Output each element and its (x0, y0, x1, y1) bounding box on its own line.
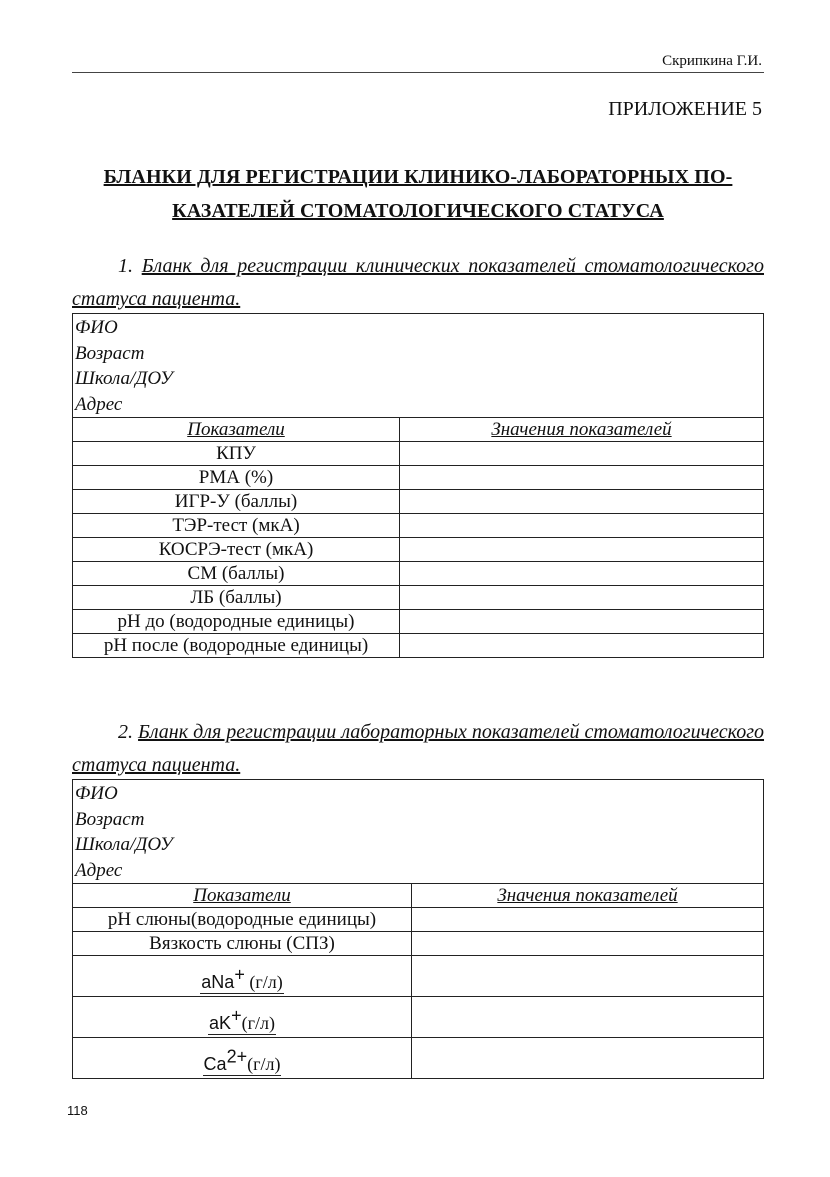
form2-patient-cell (73, 780, 764, 884)
form2-field-fio: ФИО (75, 783, 118, 804)
calcium-charge: 2+ (226, 1046, 248, 1067)
form1-value-cell[interactable] (400, 490, 764, 514)
table-row (73, 956, 764, 997)
form2-header-row (73, 884, 764, 908)
table-row (73, 442, 764, 466)
form2-value-cell[interactable] (412, 956, 764, 997)
form1-value-cell[interactable] (400, 562, 764, 586)
form1-field-school: Школа/ДОУ (75, 368, 173, 389)
table-row (73, 932, 764, 956)
form2-indicator-sodium (73, 956, 412, 997)
form1-number: 1. (118, 255, 133, 277)
form1-value-cell[interactable] (400, 634, 764, 658)
potassium-charge: + (231, 1005, 242, 1026)
potassium-unit: (г/л) (241, 1013, 275, 1033)
form2-patient-row (73, 780, 764, 884)
form1-value-cell[interactable] (400, 538, 764, 562)
form2-value-cell[interactable] (412, 908, 764, 932)
table-row (73, 586, 764, 610)
form1-indicator: pH после (водородные единицы) (73, 634, 400, 658)
form1-field-fio: ФИО (75, 317, 118, 338)
form1-field-age: Возраст (75, 342, 145, 364)
form1-table (72, 313, 764, 658)
page-number: 118 (67, 1103, 88, 1118)
form2-field-age: Возраст (75, 808, 145, 830)
form2-number: 2. (118, 721, 133, 743)
appendix-label: ПРИЛОЖЕНИЕ 5 (608, 98, 762, 120)
form2-indicator: pH слюны(водородные единицы) (73, 908, 412, 932)
table-row (73, 538, 764, 562)
form1-indicator: ЛБ (баллы) (73, 586, 400, 610)
table-row (73, 562, 764, 586)
form2-value-cell[interactable] (412, 932, 764, 956)
form2-indicator: Вязкость слюны (СПЗ) (73, 932, 412, 956)
form1-header-row (73, 418, 764, 442)
form1-value-cell[interactable] (400, 514, 764, 538)
form1-patient-cell (73, 314, 764, 418)
potassium-symbol: aK (209, 1013, 232, 1033)
table-row (73, 490, 764, 514)
form2-value-cell[interactable] (412, 1038, 764, 1079)
table-row (73, 634, 764, 658)
sodium-charge: + (234, 964, 245, 985)
form1-indicator: pH до (водородные единицы) (73, 610, 400, 634)
form2-table (72, 779, 764, 1079)
main-title (72, 160, 764, 228)
form2-title (72, 716, 764, 782)
table-row (73, 1038, 764, 1079)
form1-title-text: Бланк для регистрации клинических показателей стоматологического статуса пациента. (72, 255, 764, 310)
table-row (73, 466, 764, 490)
form1-indicator: РМА (%) (73, 466, 400, 490)
form1-value-cell[interactable] (400, 586, 764, 610)
form1-indicator: СМ (баллы) (73, 562, 400, 586)
form2-indicator-calcium (73, 1038, 412, 1079)
form1-indicator: ИГР-У (баллы) (73, 490, 400, 514)
form1-indicator: ТЭР-тест (мкА) (73, 514, 400, 538)
sodium-unit: (г/л) (244, 972, 283, 992)
form2-col-indicators: Показатели (73, 884, 412, 908)
form1-value-cell[interactable] (400, 442, 764, 466)
form1-field-address: Адрес (75, 393, 123, 415)
form2-field-address: Адрес (75, 859, 123, 881)
potassium-label (208, 1005, 276, 1035)
form2-field-school: Школа/ДОУ (75, 834, 173, 855)
form2-value-cell[interactable] (412, 997, 764, 1038)
table-row (73, 997, 764, 1038)
main-title-text: БЛАНКИ ДЛЯ РЕГИСТРАЦИИ КЛИНИКО-ЛАБОРАТОРНЫХ ПО-КАЗАТЕЛЕЙ СТОМАТОЛОГИЧЕСКОГО СТАТУСА (103, 166, 733, 222)
form1-patient-row (73, 314, 764, 418)
header-rule (72, 72, 764, 73)
sodium-label (200, 964, 283, 994)
calcium-symbol: Ca (203, 1054, 227, 1074)
form2-indicator-potassium (73, 997, 412, 1038)
table-row (73, 610, 764, 634)
running-header-author: Скрипкина Г.И. (662, 53, 762, 69)
form1-col-indicators: Показатели (73, 418, 400, 442)
form2-col-values: Значения показателей (412, 884, 764, 908)
table-row (73, 514, 764, 538)
sodium-symbol: aNa (201, 972, 235, 992)
form2-title-text: Бланк для регистрации лабораторных показателей стоматологического статуса пациента. (72, 721, 765, 776)
form1-indicator: КОСРЭ-тест (мкА) (73, 538, 400, 562)
form1-indicator: КПУ (73, 442, 400, 466)
form1-value-cell[interactable] (400, 466, 764, 490)
form1-col-values: Значения показателей (400, 418, 764, 442)
calcium-unit: (г/л) (247, 1054, 281, 1074)
table-row (73, 908, 764, 932)
form1-title (72, 250, 764, 316)
form1-value-cell[interactable] (400, 610, 764, 634)
calcium-label (203, 1046, 282, 1076)
